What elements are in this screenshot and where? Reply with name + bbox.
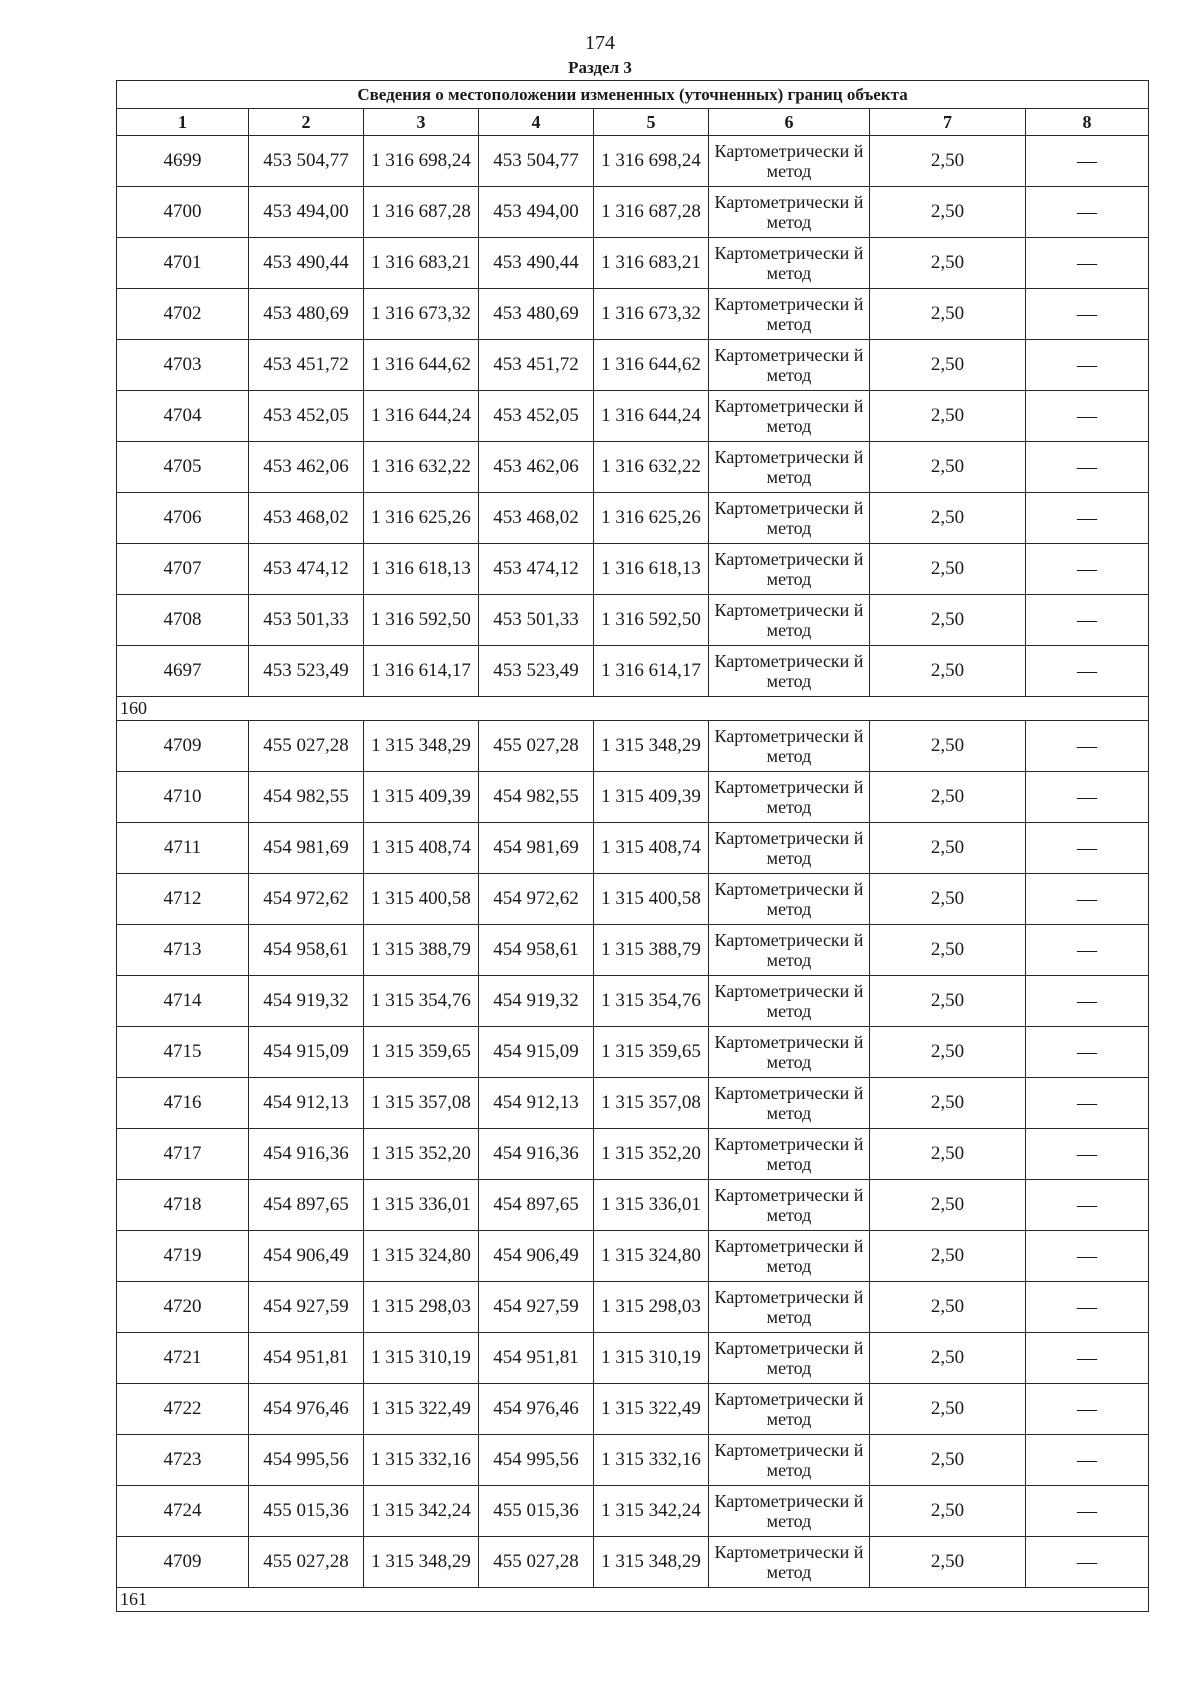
x-old-cell: 453 462,06 bbox=[249, 442, 364, 493]
column-header: 4 bbox=[479, 109, 594, 136]
point-number-cell: 4706 bbox=[117, 493, 249, 544]
table-caption: Сведения о местоположении измененных (уточненных) границ объекта bbox=[117, 81, 1149, 109]
accuracy-cell: 2,50 bbox=[870, 976, 1026, 1027]
contour-label: 160 bbox=[117, 697, 1149, 721]
x-old-cell: 455 027,28 bbox=[249, 1537, 364, 1588]
accuracy-cell: 2,50 bbox=[870, 646, 1026, 697]
x-old-cell: 454 951,81 bbox=[249, 1333, 364, 1384]
accuracy-cell: 2,50 bbox=[870, 1129, 1026, 1180]
description-cell: — bbox=[1026, 823, 1149, 874]
accuracy-cell: 2,50 bbox=[870, 1537, 1026, 1588]
point-number-cell: 4714 bbox=[117, 976, 249, 1027]
y-old-cell: 1 315 400,58 bbox=[364, 874, 479, 925]
table-row bbox=[117, 595, 1149, 646]
boundary-coordinates-table bbox=[116, 80, 1149, 1612]
x-old-cell: 454 912,13 bbox=[249, 1078, 364, 1129]
column-header: 8 bbox=[1026, 109, 1149, 136]
point-number-cell: 4705 bbox=[117, 442, 249, 493]
table-row bbox=[117, 925, 1149, 976]
x-new-cell: 453 480,69 bbox=[479, 289, 594, 340]
x-new-cell: 455 015,36 bbox=[479, 1486, 594, 1537]
y-old-cell: 1 315 336,01 bbox=[364, 1180, 479, 1231]
x-new-cell: 454 951,81 bbox=[479, 1333, 594, 1384]
y-new-cell: 1 315 354,76 bbox=[594, 976, 709, 1027]
method-cell: Картометрически й метод bbox=[709, 1129, 870, 1180]
x-new-cell: 454 976,46 bbox=[479, 1384, 594, 1435]
x-new-cell: 453 523,49 bbox=[479, 646, 594, 697]
description-cell: — bbox=[1026, 976, 1149, 1027]
x-new-cell: 454 919,32 bbox=[479, 976, 594, 1027]
point-number-cell: 4724 bbox=[117, 1486, 249, 1537]
y-old-cell: 1 316 644,62 bbox=[364, 340, 479, 391]
method-cell: Картометрически й метод bbox=[709, 1231, 870, 1282]
description-cell: — bbox=[1026, 544, 1149, 595]
y-old-cell: 1 315 342,24 bbox=[364, 1486, 479, 1537]
x-new-cell: 453 504,77 bbox=[479, 136, 594, 187]
method-cell: Картометрически й метод bbox=[709, 772, 870, 823]
y-new-cell: 1 315 352,20 bbox=[594, 1129, 709, 1180]
table-row bbox=[117, 391, 1149, 442]
x-new-cell: 453 462,06 bbox=[479, 442, 594, 493]
table-caption-row bbox=[117, 81, 1149, 109]
description-cell: — bbox=[1026, 493, 1149, 544]
y-old-cell: 1 316 644,24 bbox=[364, 391, 479, 442]
y-old-cell: 1 315 388,79 bbox=[364, 925, 479, 976]
table-row bbox=[117, 1486, 1149, 1537]
description-cell: — bbox=[1026, 238, 1149, 289]
y-old-cell: 1 315 348,29 bbox=[364, 1537, 479, 1588]
x-old-cell: 454 919,32 bbox=[249, 976, 364, 1027]
x-new-cell: 454 906,49 bbox=[479, 1231, 594, 1282]
y-new-cell: 1 315 348,29 bbox=[594, 1537, 709, 1588]
y-new-cell: 1 316 673,32 bbox=[594, 289, 709, 340]
x-new-cell: 454 927,59 bbox=[479, 1282, 594, 1333]
accuracy-cell: 2,50 bbox=[870, 187, 1026, 238]
x-old-cell: 453 523,49 bbox=[249, 646, 364, 697]
y-new-cell: 1 316 618,13 bbox=[594, 544, 709, 595]
description-cell: — bbox=[1026, 442, 1149, 493]
description-cell: — bbox=[1026, 187, 1149, 238]
x-new-cell: 453 451,72 bbox=[479, 340, 594, 391]
y-new-cell: 1 315 342,24 bbox=[594, 1486, 709, 1537]
y-old-cell: 1 316 632,22 bbox=[364, 442, 479, 493]
x-new-cell: 453 490,44 bbox=[479, 238, 594, 289]
table-row bbox=[117, 1180, 1149, 1231]
x-new-cell: 453 501,33 bbox=[479, 595, 594, 646]
x-old-cell: 454 927,59 bbox=[249, 1282, 364, 1333]
table-row bbox=[117, 976, 1149, 1027]
description-cell: — bbox=[1026, 925, 1149, 976]
method-cell: Картометрически й метод bbox=[709, 238, 870, 289]
y-new-cell: 1 316 683,21 bbox=[594, 238, 709, 289]
x-old-cell: 454 981,69 bbox=[249, 823, 364, 874]
table-row bbox=[117, 1027, 1149, 1078]
y-old-cell: 1 315 298,03 bbox=[364, 1282, 479, 1333]
point-number-cell: 4716 bbox=[117, 1078, 249, 1129]
x-old-cell: 454 897,65 bbox=[249, 1180, 364, 1231]
y-old-cell: 1 315 409,39 bbox=[364, 772, 479, 823]
accuracy-cell: 2,50 bbox=[870, 823, 1026, 874]
y-new-cell: 1 315 298,03 bbox=[594, 1282, 709, 1333]
description-cell: — bbox=[1026, 340, 1149, 391]
accuracy-cell: 2,50 bbox=[870, 238, 1026, 289]
x-new-cell: 454 981,69 bbox=[479, 823, 594, 874]
accuracy-cell: 2,50 bbox=[870, 493, 1026, 544]
table-row bbox=[117, 646, 1149, 697]
method-cell: Картометрически й метод bbox=[709, 442, 870, 493]
method-cell: Картометрически й метод bbox=[709, 1180, 870, 1231]
x-old-cell: 453 452,05 bbox=[249, 391, 364, 442]
description-cell: — bbox=[1026, 1078, 1149, 1129]
point-number-cell: 4720 bbox=[117, 1282, 249, 1333]
method-cell: Картометрически й метод bbox=[709, 136, 870, 187]
description-cell: — bbox=[1026, 772, 1149, 823]
table-row bbox=[117, 874, 1149, 925]
point-number-cell: 4713 bbox=[117, 925, 249, 976]
method-cell: Картометрически й метод bbox=[709, 1486, 870, 1537]
x-new-cell: 453 494,00 bbox=[479, 187, 594, 238]
description-cell: — bbox=[1026, 1384, 1149, 1435]
table-row bbox=[117, 136, 1149, 187]
table-row bbox=[117, 721, 1149, 772]
description-cell: — bbox=[1026, 1180, 1149, 1231]
x-old-cell: 454 916,36 bbox=[249, 1129, 364, 1180]
accuracy-cell: 2,50 bbox=[870, 1231, 1026, 1282]
point-number-cell: 4703 bbox=[117, 340, 249, 391]
method-cell: Картометрически й метод bbox=[709, 340, 870, 391]
point-number-cell: 4711 bbox=[117, 823, 249, 874]
contour-label: 161 bbox=[117, 1588, 1149, 1612]
y-new-cell: 1 315 324,80 bbox=[594, 1231, 709, 1282]
y-new-cell: 1 315 388,79 bbox=[594, 925, 709, 976]
method-cell: Картометрически й метод bbox=[709, 1333, 870, 1384]
y-new-cell: 1 315 336,01 bbox=[594, 1180, 709, 1231]
table-row bbox=[117, 1282, 1149, 1333]
x-new-cell: 453 468,02 bbox=[479, 493, 594, 544]
table-row bbox=[117, 544, 1149, 595]
x-old-cell: 453 480,69 bbox=[249, 289, 364, 340]
y-old-cell: 1 315 359,65 bbox=[364, 1027, 479, 1078]
point-number-cell: 4721 bbox=[117, 1333, 249, 1384]
x-new-cell: 453 474,12 bbox=[479, 544, 594, 595]
method-cell: Картометрически й метод bbox=[709, 823, 870, 874]
method-cell: Картометрически й метод bbox=[709, 1537, 870, 1588]
x-old-cell: 454 976,46 bbox=[249, 1384, 364, 1435]
description-cell: — bbox=[1026, 1333, 1149, 1384]
x-new-cell: 454 916,36 bbox=[479, 1129, 594, 1180]
point-number-cell: 4709 bbox=[117, 721, 249, 772]
point-number-cell: 4701 bbox=[117, 238, 249, 289]
x-old-cell: 455 015,36 bbox=[249, 1486, 364, 1537]
x-old-cell: 453 504,77 bbox=[249, 136, 364, 187]
x-old-cell: 453 494,00 bbox=[249, 187, 364, 238]
y-old-cell: 1 315 348,29 bbox=[364, 721, 479, 772]
column-header: 2 bbox=[249, 109, 364, 136]
accuracy-cell: 2,50 bbox=[870, 442, 1026, 493]
point-number-cell: 4717 bbox=[117, 1129, 249, 1180]
description-cell: — bbox=[1026, 136, 1149, 187]
table-row bbox=[117, 1537, 1149, 1588]
table-row bbox=[117, 187, 1149, 238]
description-cell: — bbox=[1026, 646, 1149, 697]
table-header-row bbox=[117, 109, 1149, 136]
method-cell: Картометрически й метод bbox=[709, 925, 870, 976]
column-header: 6 bbox=[709, 109, 870, 136]
x-old-cell: 454 972,62 bbox=[249, 874, 364, 925]
description-cell: — bbox=[1026, 1027, 1149, 1078]
point-number-cell: 4715 bbox=[117, 1027, 249, 1078]
y-new-cell: 1 315 310,19 bbox=[594, 1333, 709, 1384]
x-new-cell: 454 982,55 bbox=[479, 772, 594, 823]
method-cell: Картометрически й метод bbox=[709, 289, 870, 340]
accuracy-cell: 2,50 bbox=[870, 1078, 1026, 1129]
description-cell: — bbox=[1026, 289, 1149, 340]
y-old-cell: 1 315 354,76 bbox=[364, 976, 479, 1027]
y-old-cell: 1 316 698,24 bbox=[364, 136, 479, 187]
x-old-cell: 453 451,72 bbox=[249, 340, 364, 391]
point-number-cell: 4723 bbox=[117, 1435, 249, 1486]
column-header: 1 bbox=[117, 109, 249, 136]
accuracy-cell: 2,50 bbox=[870, 1435, 1026, 1486]
y-new-cell: 1 315 348,29 bbox=[594, 721, 709, 772]
point-number-cell: 4702 bbox=[117, 289, 249, 340]
x-new-cell: 454 972,62 bbox=[479, 874, 594, 925]
description-cell: — bbox=[1026, 1486, 1149, 1537]
y-new-cell: 1 316 632,22 bbox=[594, 442, 709, 493]
accuracy-cell: 2,50 bbox=[870, 1180, 1026, 1231]
table-row bbox=[117, 493, 1149, 544]
y-new-cell: 1 316 644,24 bbox=[594, 391, 709, 442]
x-old-cell: 453 474,12 bbox=[249, 544, 364, 595]
method-cell: Картометрически й метод bbox=[709, 1078, 870, 1129]
accuracy-cell: 2,50 bbox=[870, 595, 1026, 646]
method-cell: Картометрически й метод bbox=[709, 976, 870, 1027]
x-old-cell: 453 501,33 bbox=[249, 595, 364, 646]
method-cell: Картометрически й метод bbox=[709, 544, 870, 595]
accuracy-cell: 2,50 bbox=[870, 925, 1026, 976]
method-cell: Картометрически й метод bbox=[709, 874, 870, 925]
x-new-cell: 453 452,05 bbox=[479, 391, 594, 442]
description-cell: — bbox=[1026, 721, 1149, 772]
description-cell: — bbox=[1026, 595, 1149, 646]
x-old-cell: 455 027,28 bbox=[249, 721, 364, 772]
y-new-cell: 1 316 614,17 bbox=[594, 646, 709, 697]
point-number-cell: 4722 bbox=[117, 1384, 249, 1435]
x-old-cell: 454 982,55 bbox=[249, 772, 364, 823]
y-old-cell: 1 315 357,08 bbox=[364, 1078, 479, 1129]
accuracy-cell: 2,50 bbox=[870, 1384, 1026, 1435]
y-old-cell: 1 316 673,32 bbox=[364, 289, 479, 340]
point-number-cell: 4712 bbox=[117, 874, 249, 925]
y-old-cell: 1 315 408,74 bbox=[364, 823, 479, 874]
x-new-cell: 454 897,65 bbox=[479, 1180, 594, 1231]
description-cell: — bbox=[1026, 1231, 1149, 1282]
description-cell: — bbox=[1026, 1129, 1149, 1180]
method-cell: Картометрически й метод bbox=[709, 493, 870, 544]
accuracy-cell: 2,50 bbox=[870, 1333, 1026, 1384]
point-number-cell: 4710 bbox=[117, 772, 249, 823]
accuracy-cell: 2,50 bbox=[870, 721, 1026, 772]
x-old-cell: 453 468,02 bbox=[249, 493, 364, 544]
y-old-cell: 1 315 324,80 bbox=[364, 1231, 479, 1282]
table-row bbox=[117, 1129, 1149, 1180]
point-number-cell: 4704 bbox=[117, 391, 249, 442]
table-row bbox=[117, 1333, 1149, 1384]
x-new-cell: 455 027,28 bbox=[479, 1537, 594, 1588]
y-old-cell: 1 316 683,21 bbox=[364, 238, 479, 289]
y-new-cell: 1 315 409,39 bbox=[594, 772, 709, 823]
accuracy-cell: 2,50 bbox=[870, 1486, 1026, 1537]
point-number-cell: 4709 bbox=[117, 1537, 249, 1588]
y-old-cell: 1 315 310,19 bbox=[364, 1333, 479, 1384]
table-row bbox=[117, 238, 1149, 289]
table-row bbox=[117, 1231, 1149, 1282]
method-cell: Картометрически й метод bbox=[709, 1435, 870, 1486]
accuracy-cell: 2,50 bbox=[870, 544, 1026, 595]
description-cell: — bbox=[1026, 391, 1149, 442]
y-old-cell: 1 315 322,49 bbox=[364, 1384, 479, 1435]
x-new-cell: 454 995,56 bbox=[479, 1435, 594, 1486]
y-new-cell: 1 316 687,28 bbox=[594, 187, 709, 238]
x-old-cell: 454 958,61 bbox=[249, 925, 364, 976]
method-cell: Картометрически й метод bbox=[709, 1282, 870, 1333]
y-new-cell: 1 316 644,62 bbox=[594, 340, 709, 391]
accuracy-cell: 2,50 bbox=[870, 136, 1026, 187]
contour-label-row bbox=[117, 697, 1149, 721]
accuracy-cell: 2,50 bbox=[870, 340, 1026, 391]
contour-label-row bbox=[117, 1588, 1149, 1612]
y-new-cell: 1 316 698,24 bbox=[594, 136, 709, 187]
accuracy-cell: 2,50 bbox=[870, 772, 1026, 823]
x-new-cell: 454 912,13 bbox=[479, 1078, 594, 1129]
method-cell: Картометрически й метод bbox=[709, 595, 870, 646]
y-new-cell: 1 316 592,50 bbox=[594, 595, 709, 646]
method-cell: Картометрически й метод bbox=[709, 391, 870, 442]
point-number-cell: 4699 bbox=[117, 136, 249, 187]
y-old-cell: 1 316 592,50 bbox=[364, 595, 479, 646]
x-old-cell: 453 490,44 bbox=[249, 238, 364, 289]
y-old-cell: 1 316 618,13 bbox=[364, 544, 479, 595]
point-number-cell: 4700 bbox=[117, 187, 249, 238]
column-header: 5 bbox=[594, 109, 709, 136]
description-cell: — bbox=[1026, 1282, 1149, 1333]
table-row bbox=[117, 1435, 1149, 1486]
method-cell: Картометрически й метод bbox=[709, 721, 870, 772]
accuracy-cell: 2,50 bbox=[870, 1282, 1026, 1333]
accuracy-cell: 2,50 bbox=[870, 1027, 1026, 1078]
table-row bbox=[117, 340, 1149, 391]
y-new-cell: 1 315 357,08 bbox=[594, 1078, 709, 1129]
y-new-cell: 1 315 332,16 bbox=[594, 1435, 709, 1486]
y-new-cell: 1 316 625,26 bbox=[594, 493, 709, 544]
description-cell: — bbox=[1026, 1537, 1149, 1588]
y-new-cell: 1 315 400,58 bbox=[594, 874, 709, 925]
y-new-cell: 1 315 408,74 bbox=[594, 823, 709, 874]
y-new-cell: 1 315 359,65 bbox=[594, 1027, 709, 1078]
column-header: 7 bbox=[870, 109, 1026, 136]
point-number-cell: 4708 bbox=[117, 595, 249, 646]
point-number-cell: 4719 bbox=[117, 1231, 249, 1282]
table-row bbox=[117, 1078, 1149, 1129]
y-old-cell: 1 315 352,20 bbox=[364, 1129, 479, 1180]
page-number: 174 bbox=[585, 32, 615, 54]
table-row bbox=[117, 823, 1149, 874]
method-cell: Картометрически й метод bbox=[709, 1384, 870, 1435]
x-new-cell: 454 958,61 bbox=[479, 925, 594, 976]
method-cell: Картометрически й метод bbox=[709, 187, 870, 238]
column-header: 3 bbox=[364, 109, 479, 136]
method-cell: Картометрически й метод bbox=[709, 646, 870, 697]
x-old-cell: 454 915,09 bbox=[249, 1027, 364, 1078]
x-old-cell: 454 995,56 bbox=[249, 1435, 364, 1486]
y-new-cell: 1 315 322,49 bbox=[594, 1384, 709, 1435]
y-old-cell: 1 316 687,28 bbox=[364, 187, 479, 238]
table-row bbox=[117, 289, 1149, 340]
method-cell: Картометрически й метод bbox=[709, 1027, 870, 1078]
accuracy-cell: 2,50 bbox=[870, 874, 1026, 925]
y-old-cell: 1 315 332,16 bbox=[364, 1435, 479, 1486]
point-number-cell: 4707 bbox=[117, 544, 249, 595]
y-old-cell: 1 316 625,26 bbox=[364, 493, 479, 544]
x-new-cell: 455 027,28 bbox=[479, 721, 594, 772]
description-cell: — bbox=[1026, 874, 1149, 925]
y-old-cell: 1 316 614,17 bbox=[364, 646, 479, 697]
section-title: Раздел 3 bbox=[568, 58, 632, 77]
accuracy-cell: 2,50 bbox=[870, 391, 1026, 442]
table-row bbox=[117, 772, 1149, 823]
point-number-cell: 4697 bbox=[117, 646, 249, 697]
table-row bbox=[117, 442, 1149, 493]
x-new-cell: 454 915,09 bbox=[479, 1027, 594, 1078]
description-cell: — bbox=[1026, 1435, 1149, 1486]
x-old-cell: 454 906,49 bbox=[249, 1231, 364, 1282]
accuracy-cell: 2,50 bbox=[870, 289, 1026, 340]
table-row bbox=[117, 1384, 1149, 1435]
point-number-cell: 4718 bbox=[117, 1180, 249, 1231]
